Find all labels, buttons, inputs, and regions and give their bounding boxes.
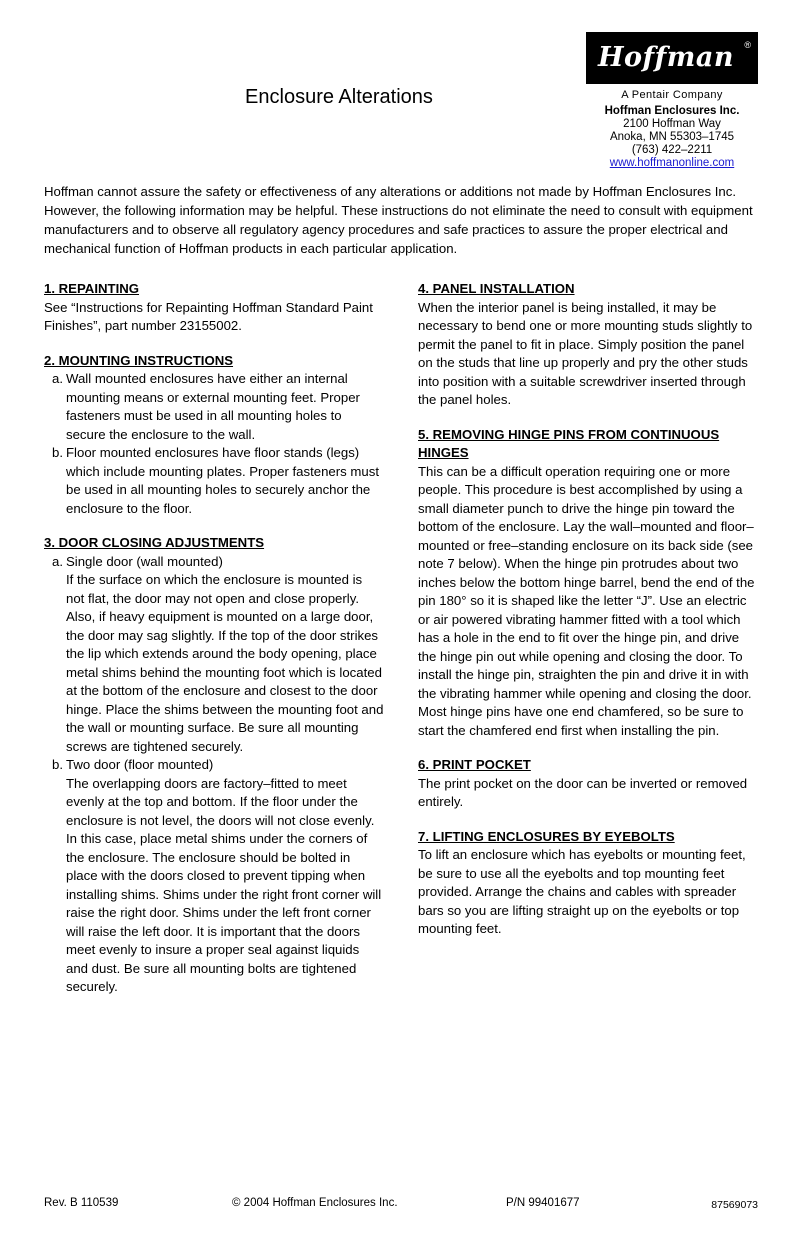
list-item-text: Floor mounted enclosures have floor stands (legs) which include mounting plates. Proper fasteners must be used in all mounting holes to securely anchor the enclosure to the floor. (66, 445, 379, 516)
body-columns (44, 280, 758, 997)
footer-revision: Rev. B 110539 (44, 1197, 119, 1209)
document-header (44, 0, 758, 180)
company-name: Hoffman Enclosures Inc. (604, 105, 740, 117)
page-title-text: Enclosure Alterations (245, 86, 433, 108)
section-body-removing-hinge-pins: This can be a difficult operation requiring one or more people. This procedure is best accomplished by using a small diameter punch to drive the hinge pin toward the bottom of the enclosure. Lay the wall–mounted and floor–mounted or free–standing enclosure on its back side (see note 7 below). When the hinge pin protrudes about two inches below the bottom hinge barrel, bend the end of the pin 180° so it is shaped like the letter “J”. Use an electric or air powered vibrating hammer fitted with a tool which has a hole in the end to fit over the hinge pin, and drive the hinge pin out while opening and closing the door. To install the hinge pin, straighten the pin and drive it in with the vibrating hammer while opening and closing the door. Most hinge pins have one end chamfered, so be sure to start the chamfered end first when installing the pin. (418, 463, 755, 738)
list-marker: a. (52, 553, 63, 569)
section-heading-door-closing-adjustments: 3. DOOR CLOSING ADJUSTMENTS (44, 535, 265, 550)
company-address-line2: Anoka, MN 55303–1745 (609, 131, 735, 143)
list-marker: a. (52, 371, 63, 386)
list-item-text: Wall mounted enclosures have either an internal mounting means or external mounting feet. Proper fasteners must be used in all mounting holes to secure the enclosure to the wall. (66, 371, 360, 442)
footer-copyright: © 2004 Hoffman Enclosures Inc. (232, 1197, 398, 1209)
company-address-line1: 2100 Hoffman Way (623, 118, 721, 130)
section-body-print-pocket: The print pocket on the door can be inverted or removed entirely. (418, 775, 748, 809)
list-item (44, 444, 384, 518)
section-heading-mounting-instructions: 2. MOUNTING INSTRUCTIONS (44, 352, 234, 368)
list-item (44, 756, 384, 997)
footer-document-number: 87569073 (711, 1199, 758, 1211)
list-marker: b. (52, 757, 63, 772)
section-heading-removing-hinge-pins: 5. REMOVING HINGE PINS FROM CONTINUOUS HINGES (418, 426, 720, 460)
document-footer (44, 1197, 758, 1213)
left-column (44, 280, 384, 997)
section-heading-print-pocket: 6. PRINT POCKET (418, 757, 531, 772)
page-title (44, 86, 758, 109)
hoffman-logo-icon (586, 32, 758, 84)
company-website-link[interactable]: www.hoffmanonline.com (609, 157, 735, 169)
section-body-lifting-enclosures: To lift an enclosure which has eyebolts or mounting feet, be sure to use all the eyebolts and top mounting feet provided. Arrange the chains and cables with spreader bars so you are lifting straight up on the eyebolts or top mounting feet. (418, 847, 746, 936)
section-body-repainting: See “Instructions for Repainting Hoffman Standard Paint Finishes”, part number 23155002. (44, 299, 373, 333)
section-heading-lifting-enclosures: 7. LIFTING ENCLOSURES BY EYEBOLTS (418, 828, 675, 844)
list-item-text (66, 553, 384, 757)
section-heading-panel-installation: 4. PANEL INSTALLATION (418, 281, 575, 296)
list-item-title: Single door (wall mounted) (66, 553, 223, 569)
company-phone: (763) 422–2211 (631, 144, 713, 156)
right-column (418, 280, 758, 997)
list-marker: b. (52, 445, 63, 460)
registered-trademark-icon: ® (744, 40, 751, 50)
list-item-detail: If the surface on which the enclosure is mounted is not flat, the door may not open and close properly. Also, if heavy equipment is mounted on a large door, the door may sag slightly. If the top of the door strikes the lip which extends around the body opening, place metal shims behind the mounting foot which is located at the bottom of the enclosure and closest to the door hinge. Place the shims between the mounting foot and the wall or mounting surface. Be sure all mounting screws are tightened securely. (66, 572, 384, 754)
list-item-title: Two door (floor mounted) (66, 757, 214, 772)
door-closing-adjustments-list (44, 553, 384, 997)
list-item (44, 370, 384, 444)
intro-paragraph (44, 182, 758, 258)
logo-wordmark: Hoffman (598, 42, 734, 73)
company-tagline: A Pentair Company (621, 89, 723, 101)
section-heading-repainting: 1. REPAINTING (44, 281, 140, 296)
list-item-detail: The overlapping doors are factory–fitted to meet evenly at the top and bottom. If the floor under the enclosure is not level, the doors will not close evenly. In this case, place metal shims under the corners of the enclosure. The enclosure should be bolted in place with the doors closed to prevent tipping when installing shims. Shims under the right front corner will raise the right door. Shims under the left front corner will raise the left door. It is important that the doors meet evenly to insure a proper seal against liquids and dust. Be sure all mounting bolts are tightened securely. (66, 775, 382, 994)
footer-part-number: P/N 99401677 (506, 1197, 580, 1209)
mounting-instructions-list (44, 370, 384, 518)
list-item (44, 553, 384, 757)
intro-text: Hoffman cannot assure the safety or effectiveness of any alterations or additions not made by Hoffman Enclosures Inc. However, the following information may be helpful. These instructions do not eliminate the need to consult with equipment manufacturers and to observe all regulatory agency procedures and safe practices to assure the proper electrical and mechanical function of Hoffman products in each particular application. (44, 184, 753, 256)
section-body-panel-installation: When the interior panel is being installed, it may be necessary to bend one or more mounting studs slightly to permit the panel to fit in place. Simply position the panel on the studs that line up properly and pry the other studs into position with a suitable screwdriver inserted through the panel holes. (418, 299, 753, 407)
list-item-text (66, 756, 384, 997)
